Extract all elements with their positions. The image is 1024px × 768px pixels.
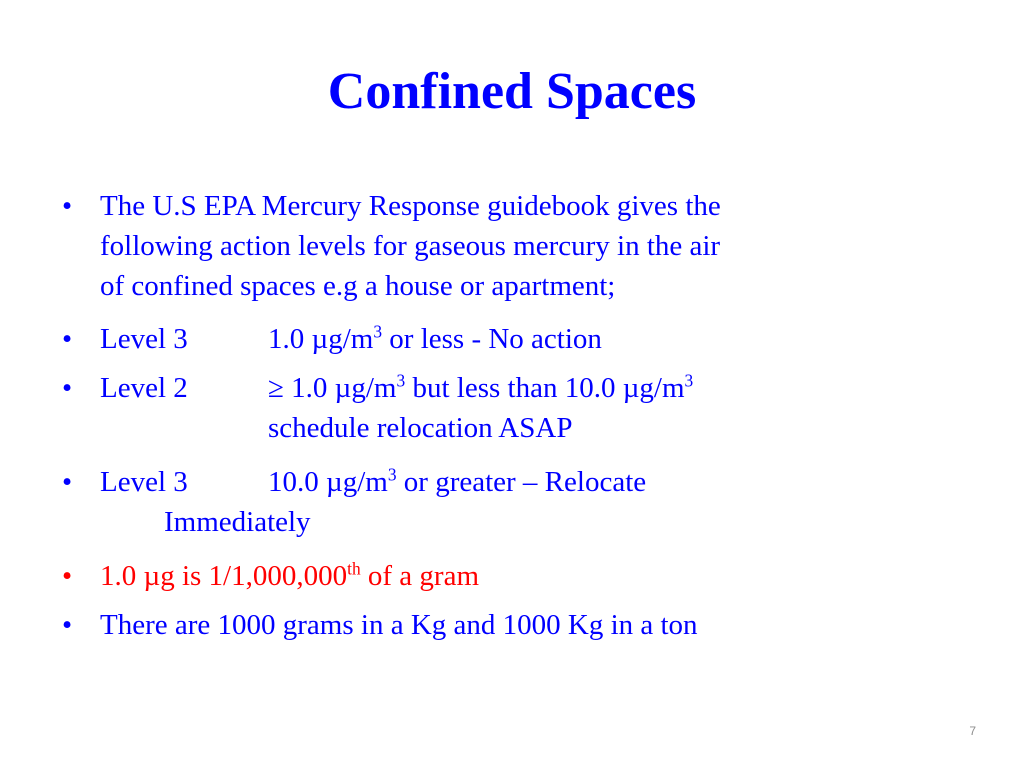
bullet-microgram-text	[100, 556, 962, 596]
level-value: 10.0 µg/m	[268, 466, 388, 498]
level-2-line-1	[100, 368, 962, 408]
intro-line-3: of confined spaces e.g a house or apartment;	[100, 270, 616, 302]
level-3-line-2: Immediately	[164, 506, 311, 538]
level-3-line-1	[100, 462, 962, 502]
level-label: Level 3	[100, 466, 188, 498]
level-label: Level 3	[100, 323, 188, 355]
microgram-rest: of a gram	[360, 560, 480, 592]
bullet-level-2-text	[100, 368, 962, 448]
level-value: ≥ 1.0 µg/m	[268, 372, 397, 404]
level-value: 1.0 µg/m	[268, 323, 374, 355]
superscript: 3	[387, 464, 397, 485]
superscript: 3	[373, 321, 383, 342]
page-number: 7	[969, 724, 976, 738]
level-description: or less - No action	[382, 323, 602, 355]
level-range-text: but less than 10.0 µg/m	[405, 372, 685, 404]
superscript: 3	[684, 370, 694, 391]
intro-line-2: following action levels for gaseous mercury in the air	[100, 230, 721, 262]
bullet-level-3-relocate-text	[100, 462, 962, 542]
bullet-intro-text	[100, 186, 962, 306]
microgram-text: 1.0 µg is 1/1,000,000	[100, 560, 348, 592]
bullet-dot-icon: •	[62, 372, 73, 404]
bullet-dot-icon: •	[62, 323, 73, 355]
units-text: There are 1000 grams in a Kg and 1000 Kg in a ton	[100, 609, 698, 641]
bullet-dot-icon: •	[62, 609, 73, 641]
bullet-level-3-text	[100, 319, 962, 359]
level-description: or greater – Relocate	[396, 466, 647, 498]
level-label: Level 2	[100, 372, 188, 404]
slide-title: Confined Spaces	[327, 63, 697, 120]
bullet-dot-icon: •	[62, 560, 73, 592]
bullet-dot-icon: •	[62, 190, 73, 222]
level-2-line-2: schedule relocation ASAP	[268, 412, 573, 444]
superscript: th	[347, 558, 361, 579]
bullet-dot-icon: •	[62, 466, 73, 498]
intro-line-1: The U.S EPA Mercury Response guidebook gives the	[100, 190, 721, 222]
superscript: 3	[396, 370, 406, 391]
